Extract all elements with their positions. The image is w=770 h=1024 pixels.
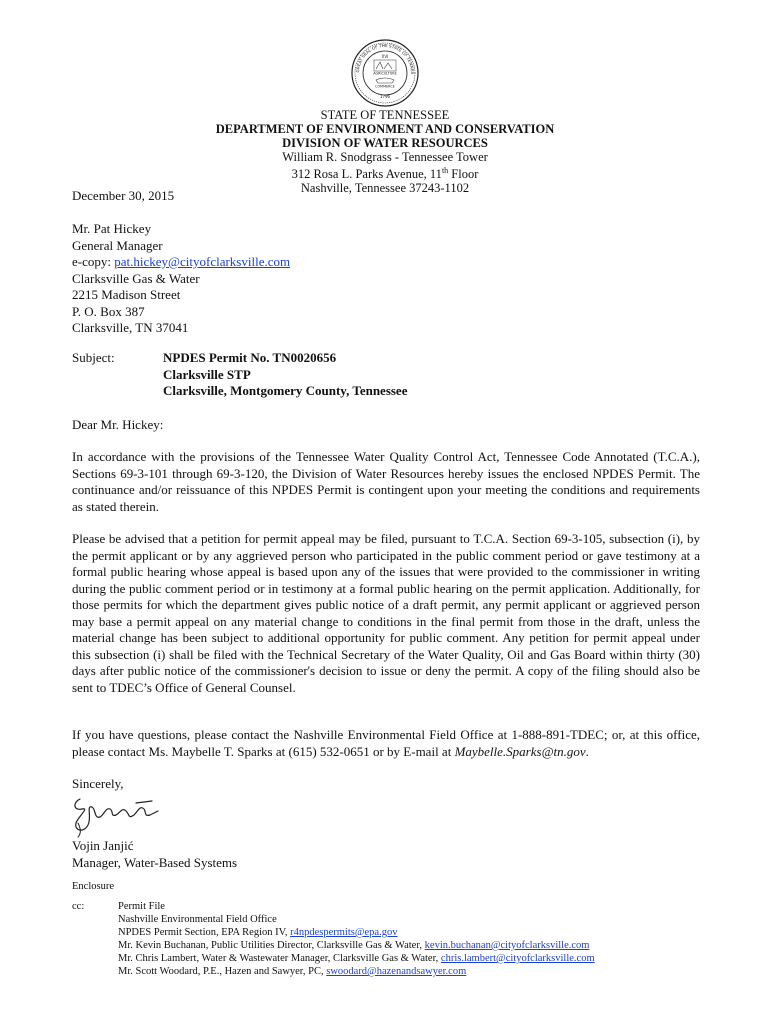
subject-permit-number: NPDES Permit No. TN0020656: [163, 350, 337, 365]
cc-item: Mr. Chris Lambert, Water & Wastewater Manager, Clarksville Gas & Water, chris.lambert@cityofclarksville.com: [118, 953, 595, 964]
letterhead: [0, 108, 770, 195]
recipient-city: Clarksville, TN 37041: [72, 320, 189, 335]
subject-location: Clarksville, Montgomery County, Tennessee: [163, 383, 408, 398]
cc-item: Permit File: [118, 901, 165, 912]
signer-name: Vojin Janjić: [72, 838, 134, 853]
signer-title: Manager, Water-Based Systems: [72, 854, 238, 870]
salutation: Dear Mr. Hickey:: [72, 417, 164, 432]
seal-ring-text: GREAT SEAL OF THE STATE OF TENNES: [354, 42, 416, 75]
recipient-org: Clarksville Gas & Water: [72, 270, 200, 286]
subject-facility: Clarksville STP: [163, 366, 251, 382]
recipient-ecopy: e-copy: pat.hickey@cityofclarksville.com: [72, 254, 291, 269]
seal-commerce: COMMERCE: [375, 84, 395, 89]
recipient-title: General Manager: [72, 237, 163, 253]
cc-email-link[interactable]: chris.lambert@cityofclarksville.com: [440, 953, 595, 964]
recipient-street: 2215 Madison Street: [72, 287, 181, 302]
body-paragraph-1: In accordance with the provisions of the Tennessee Water Quality Control Act, Tennessee Code Annotated (T.C.A.), Sections 69-3-101 through 69-3-120, the Division of Water Resources hereby issues the enclosed NPDES Permit. The continuance and/or reissuance of this NPDES Permit is contingent upon your meeting the conditions and requirements as stated therein.: [72, 449, 700, 514]
contact-email[interactable]: Maybelle.Sparks@tn.gov: [454, 743, 586, 759]
recipient-name: Mr. Pat Hickey: [72, 221, 152, 236]
letterhead-department: DEPARTMENT OF ENVIRONMENT AND CONSERVATION: [215, 122, 555, 136]
cc-email-link[interactable]: r4npdespermits@epa.gov: [290, 927, 398, 938]
cc-item: Mr. Kevin Buchanan, Public Utilities Director, Clarksville Gas & Water, kevin.buchanan@cityofclarksville.com: [118, 940, 590, 951]
recipient-email-link[interactable]: pat.hickey@cityofclarksville.com: [114, 254, 291, 269]
tennessee-state-seal: [350, 38, 420, 108]
letterhead-building: William R. Snodgrass - Tennessee Tower: [282, 150, 488, 164]
letterhead-state: STATE OF TENNESSEE: [320, 108, 450, 122]
cc-email-link[interactable]: swoodard@hazenandsawyer.com: [326, 966, 467, 977]
recipient-address: [72, 221, 700, 337]
cc-email-link[interactable]: kevin.buchanan@cityofclarksville.com: [424, 940, 590, 951]
seal-year: 1796: [379, 94, 391, 99]
closing: Sincerely,: [72, 776, 124, 791]
body-paragraph-3: If you have questions, please contact the Nashville Environmental Field Office at 1-888-891-TDEC; or, at this office, please contact Ms. Maybelle T. Sparks at (615) 532-0651 or by E-mail at Maybelle.Sparks@tn.gov.: [72, 727, 700, 759]
cc-label: cc:: [72, 901, 85, 912]
cc-item: Nashville Environmental Field Office: [118, 914, 277, 925]
subject-lines: [163, 350, 407, 400]
letter-date: December 30, 2015: [72, 188, 175, 203]
recipient-pobox: P. O. Box 387: [72, 303, 145, 319]
cc-item: NPDES Permit Section, EPA Region IV, r4npdespermits@epa.gov: [118, 927, 398, 938]
seal-numeral: XVI: [381, 54, 389, 59]
cc-list: [118, 900, 595, 978]
cc-item: Mr. Scott Woodard, P.E., Hazen and Sawyer, PC, swoodard@hazenandsawyer.com: [118, 966, 467, 977]
body-paragraph-2: Please be advised that a petition for permit appeal may be filed, pursuant to T.C.A. Section 69-3-105, subsection (i), by the permit applicant or by any aggrieved person who participated in the public comment period or gave testimony at a formal public hearing whose appeal is based upon any of the issues that were provided to the commissioner in writing during the public comment period or in testimony at a formal public hearing on the permit application. Additionally, for those permits for which the department gives public notice of a draft permit, any permit applicant or aggrieved person may base a permit appeal on any material change to conditions in the final permit from those in the draft, unless the material change has been subject to additional opportunity for public comment. Any petition for permit appeal under this subsection (i) shall be filed with the Technical Secretary of the Water Quality, Oil and Gas Board within thirty (30) days after public notice of the commissioner's decision to issue or deny the permit. A copy of the filing should also be sent to TDEC’s Office of General Counsel.: [72, 531, 700, 695]
handwritten-signature: [66, 793, 166, 841]
subject-label: Subject:: [72, 350, 115, 365]
seal-agriculture: AGRICULTURE: [373, 71, 397, 76]
signer-block: [72, 838, 700, 871]
letterhead-city: Nashville, Tennessee 37243-1102: [300, 181, 470, 196]
enclosure-note: Enclosure: [72, 881, 114, 892]
letterhead-division: DIVISION OF WATER RESOURCES: [282, 136, 488, 150]
letterhead-street: 312 Rosa L. Parks Avenue, 11th Floor: [291, 166, 479, 182]
